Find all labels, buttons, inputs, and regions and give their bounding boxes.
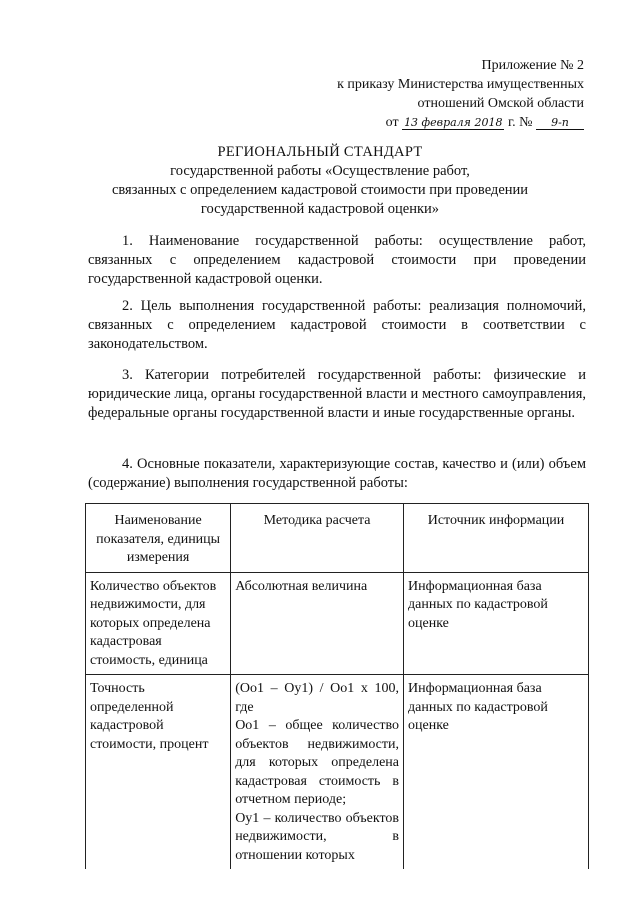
title-line-2: связанных с определением кадастровой стоимости при проведении (111, 182, 529, 198)
row2-source: Информационная база данных по кадастровой оценке (404, 675, 589, 870)
row2-definition-oo1: Оо1 – общее количество объектов недвижимости, для которых определена кадастровая стоимость в отчетном периоде; (235, 718, 400, 807)
table-row (86, 572, 589, 675)
annex-header (254, 56, 584, 132)
row2-method (231, 675, 404, 870)
annex-order-ref: к приказу Министерства имущественных (337, 77, 584, 92)
row2-formula: (Оо1 – Оу1) / Оо1 x 100, где (235, 681, 400, 715)
paragraph-3: 3. Категории потребителей государственной работы: физические и юридические лица, органы государственной власти и местного самоуправления, федеральные органы государственной власти и иные государственные органы. (88, 367, 586, 421)
row1-method: Абсолютная величина (231, 572, 404, 675)
row1-source: Информационная база данных по кадастровой оценке (404, 572, 589, 675)
annex-title: Приложение № 2 (481, 58, 584, 73)
header-indicator-name: Наименование показателя, единицы измерения (86, 504, 231, 573)
title-heading: РЕГИОНАЛЬНЫЙ СТАНДАРТ (217, 144, 423, 160)
header-method: Методика расчета (231, 504, 404, 573)
paragraph-1: 1. Наименование государственной работы: осуществление работ, связанных с определением кадастровой стоимости при проведении государственной кадастровой оценки. (88, 233, 586, 287)
row2-definition-oy1: Оу1 – количество объектов недвижимости, в отношении которых (235, 810, 400, 863)
row2-indicator: Точность определенной кадастровой стоимости, процент (86, 675, 231, 870)
paragraph-4: 4. Основные показатели, характеризующие состав, качество и (или) объем (содержание) выполнения государственной работы: (88, 456, 586, 491)
title-line-3: государственной кадастровой оценки» (200, 201, 440, 217)
annex-date-number (254, 113, 584, 132)
annex-from-label: от (385, 115, 399, 130)
handwritten-date: 13 февраля 2018 (404, 116, 503, 129)
handwritten-number: 9-п (536, 117, 584, 130)
title-line-1: государственной работы «Осуществление работ, (170, 163, 470, 179)
document-title (60, 143, 580, 219)
paragraph-2: 2. Цель выполнения государственной работы: реализация полномочий, связанных с определением кадастровой стоимости в соответствии с законодательством. (88, 298, 586, 352)
table-header-row (86, 504, 589, 573)
indicators-table (85, 503, 589, 869)
annex-ministry: отношений Омской области (417, 96, 584, 111)
header-source: Источник информации (404, 504, 589, 573)
annex-number-label: г. № (507, 115, 533, 130)
table-row (86, 675, 589, 870)
row1-indicator: Количество объектов недвижимости, для которых определена кадастровая стоимость, единица (86, 572, 231, 675)
